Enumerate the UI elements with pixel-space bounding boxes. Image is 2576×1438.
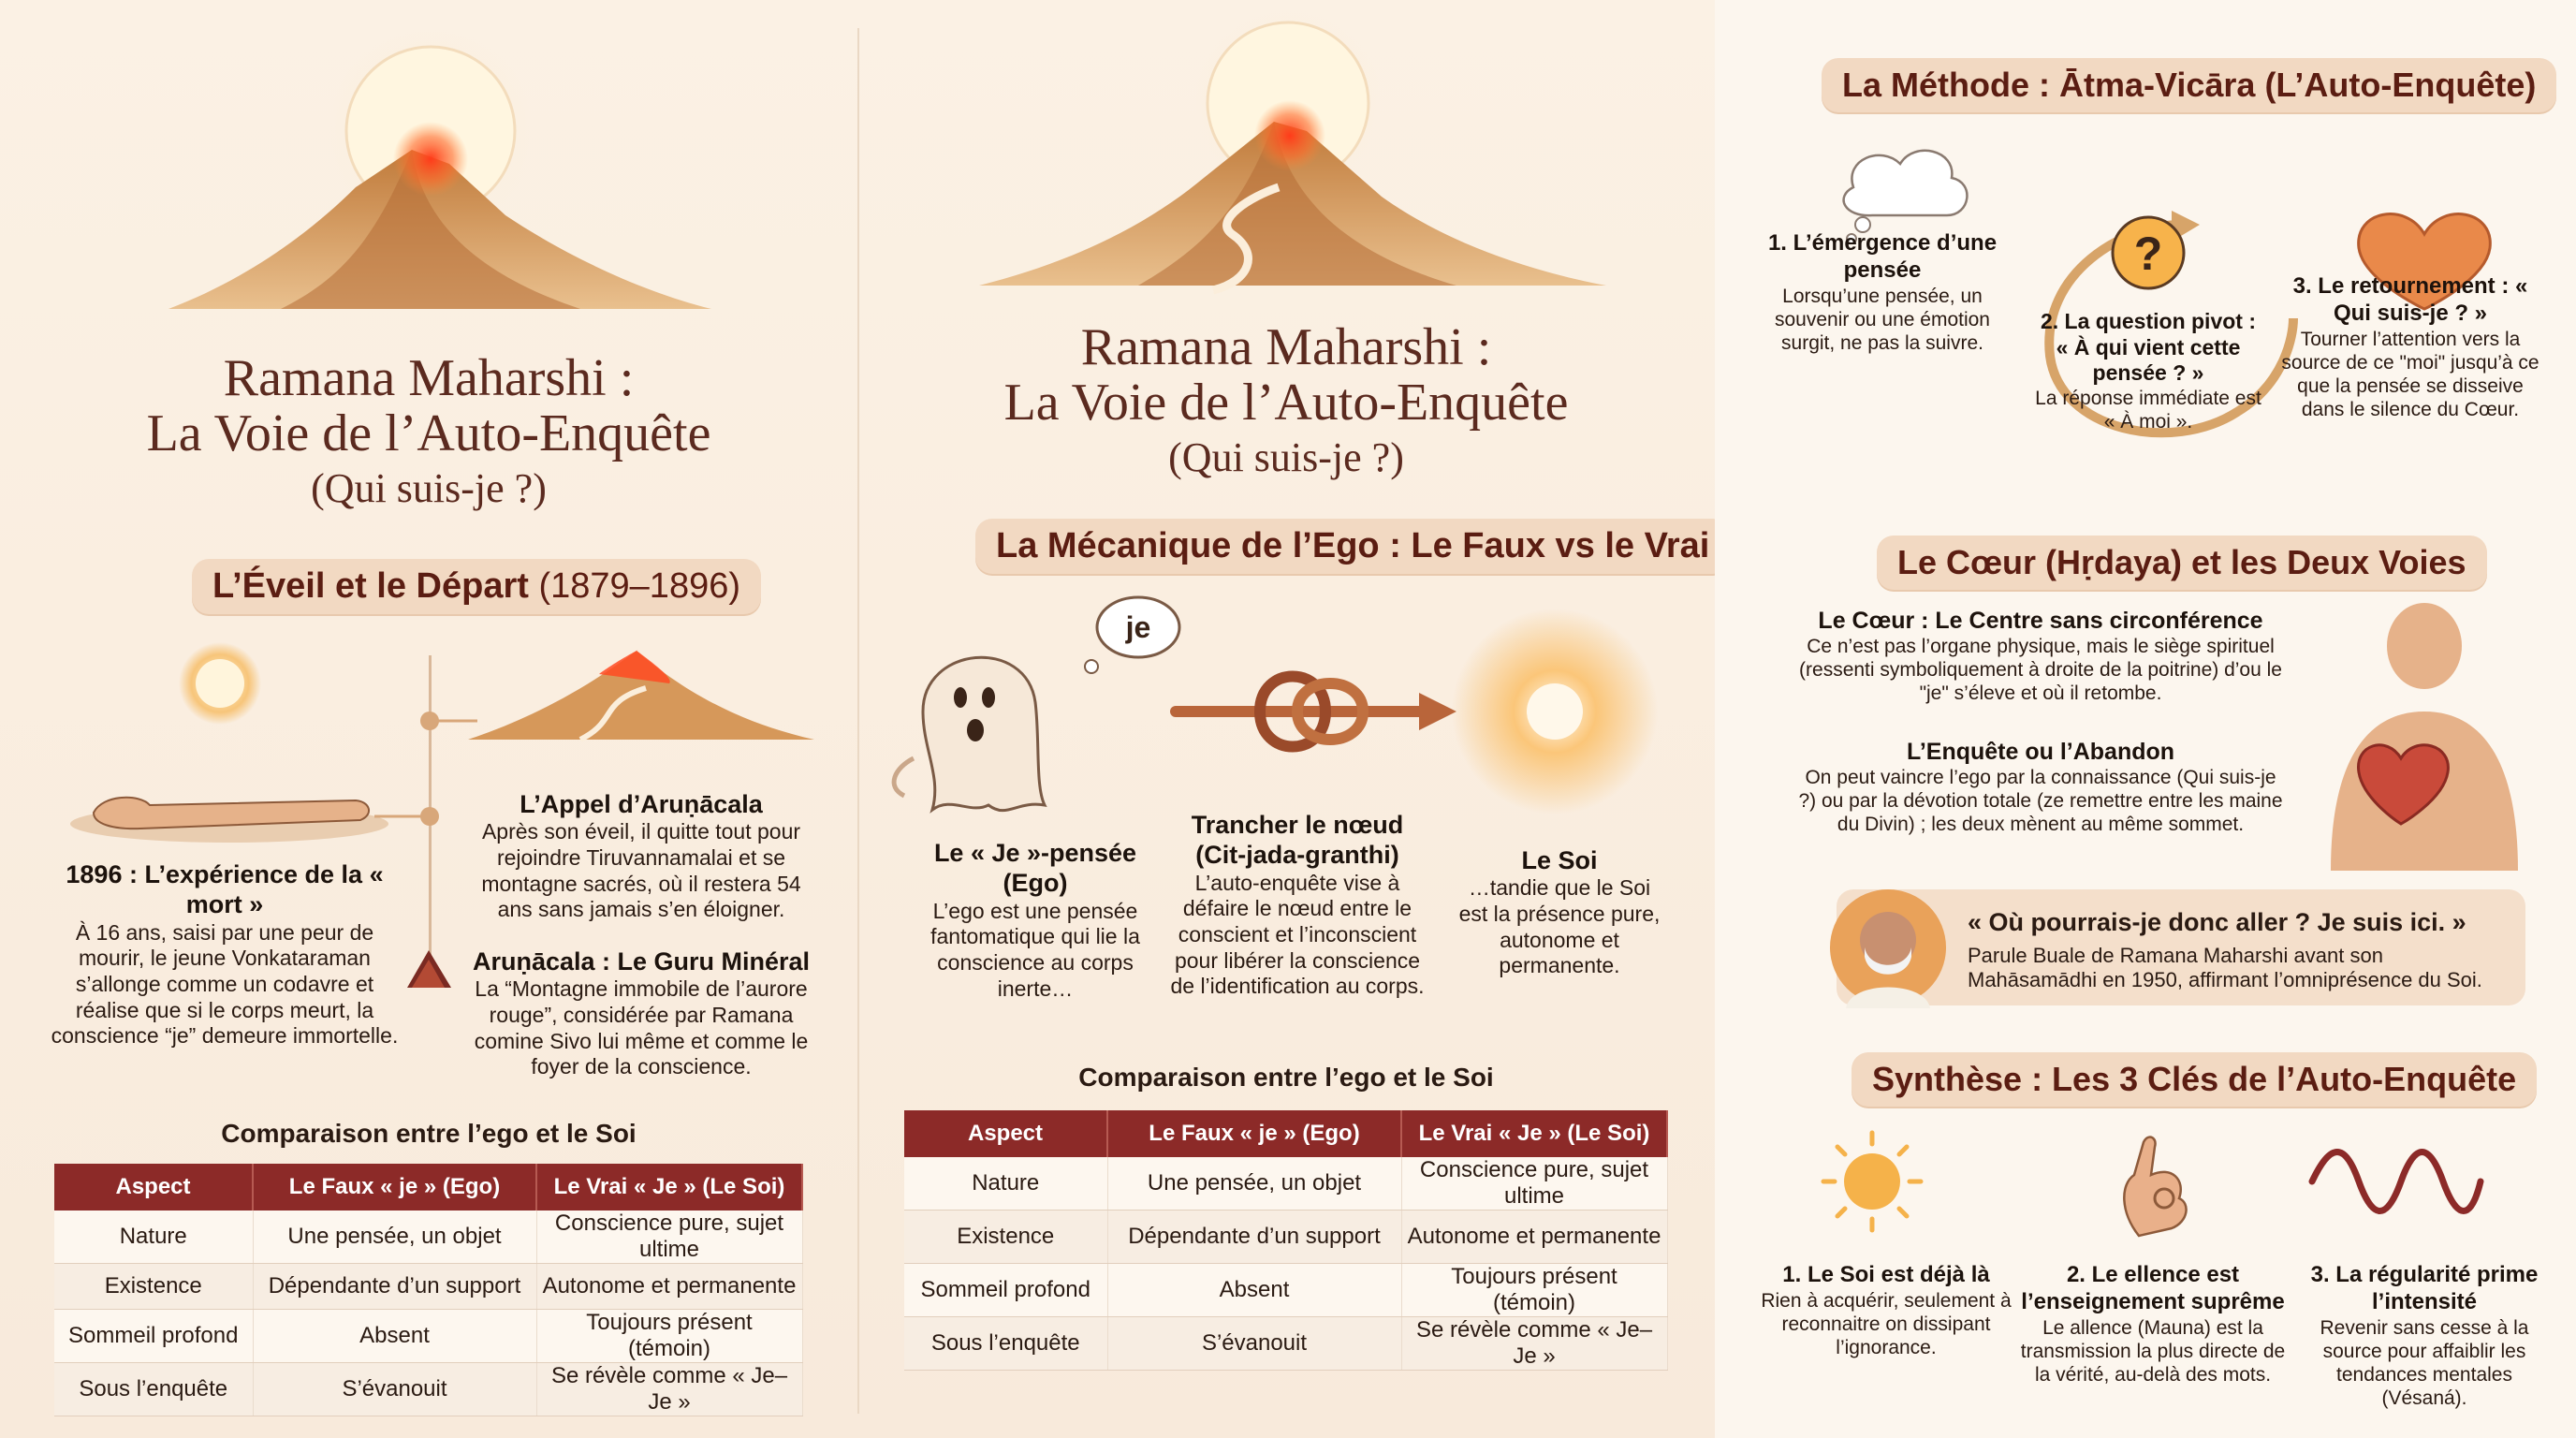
table-row xyxy=(54,1264,802,1310)
title-line-2: La Voie de l’Auto-Enquête xyxy=(146,404,711,462)
question-mark-icon xyxy=(2113,217,2184,288)
section-title-ego: La Mécanique de l’Ego : Le Faux vs le Vrai xyxy=(975,519,1730,574)
step2-block xyxy=(2033,309,2263,433)
table-cell: Sommeil profond xyxy=(904,1264,1107,1317)
mort-block xyxy=(47,859,402,1049)
table-cell: Absent xyxy=(1107,1264,1401,1317)
table-header: Le Vrai « Je » (Le Soi) xyxy=(536,1164,802,1211)
table-header: Aspect xyxy=(904,1110,1107,1157)
table-cell: Absent xyxy=(253,1310,536,1363)
table-cell: Dépendante d’un support xyxy=(253,1264,536,1310)
table-cell: Sous l’enquête xyxy=(904,1317,1107,1371)
ramana-portrait-icon xyxy=(1827,882,1949,1013)
svg-text:?: ? xyxy=(2133,227,2163,280)
step3-text: Tourner l’attention vers la source de ce "moi" jusqu’à ce que la pensée se disseive dans le silence du Cœur. xyxy=(2281,328,2539,421)
section-title-eveil xyxy=(192,559,761,614)
table-cell: Se révèle comme « Je–Je » xyxy=(1401,1317,1667,1371)
knot-title: Trancher le nœud (Cit-jada-granthi) xyxy=(1191,811,1404,870)
table-header-row xyxy=(54,1164,802,1211)
enquete-text: On peut vaincre l’ego par la connaissance (Qui suis-je ?) ou par la dévotion totale (ze remettre entre les maine du Divin) ; les deux mènent au même sommet. xyxy=(1798,767,2283,836)
step3-block xyxy=(2276,273,2544,421)
step2-title: 2. La question pivot : « À qui vient cette pensée ? » xyxy=(2040,309,2256,386)
title-line-1: Ramana Maharshi : xyxy=(223,349,635,407)
table-cell: S’évanouit xyxy=(1107,1317,1401,1371)
centre-text: Ce n’est pas l’organe physique, mais le siège spirituel (ressenti symboliquement à droite de la poitrine) d’ou le "je" s’éleve et où il retombe. xyxy=(1799,636,2282,705)
table-header: Le Faux « je » (Ego) xyxy=(253,1164,536,1211)
table-cell: Sommeil profond xyxy=(54,1310,253,1363)
ghost-bubble-text: je xyxy=(1125,610,1151,644)
ghost-icon xyxy=(894,657,1045,810)
ego-block xyxy=(914,838,1157,1002)
table-cell: Nature xyxy=(54,1211,253,1264)
table-row xyxy=(904,1157,1667,1211)
title-line-3: (Qui suis-je ?) xyxy=(1168,433,1404,480)
title-line-2: La Voie de l’Auto-Enquête xyxy=(1003,373,1569,432)
mountain-sun-illustration xyxy=(0,0,857,356)
table-cell: Une pensée, un objet xyxy=(253,1211,536,1264)
mudra-hand-icon xyxy=(2124,1137,2186,1236)
guru-title: Aruṇācala : Le Guru Minéral xyxy=(472,947,811,976)
table-row xyxy=(904,1211,1667,1264)
step1-title: 1. L’émergence d’une pensée xyxy=(1767,230,1998,283)
soi-text: …tandie que le Soi est la présence pure, autonome et permanente. xyxy=(1458,875,1661,978)
table-cell: Autonome et permanente xyxy=(1401,1211,1667,1264)
appel-text: Après son éveil, il quitte tout pour rejoindre Tiruvannamalai et se montagne sacrés, où il restera 54 ans sans jamais s’en éloigner. xyxy=(481,819,801,922)
key1-title: 1. Le Soi est déjà là xyxy=(1782,1262,1990,1287)
key1-text: Rien à acquérir, seulement à reconnaitre on dissipant l’ignorance. xyxy=(1761,1289,2012,1359)
knot-block xyxy=(1166,810,1428,1000)
main-title xyxy=(56,351,801,510)
key2-title: 2. Le ellence est l’enseignement suprême xyxy=(2021,1262,2285,1314)
section-title-methode: La Méthode : Ātma-Vicāra (L’Auto-Enquête) xyxy=(1822,58,2556,112)
table-header-row xyxy=(904,1110,1667,1157)
table-header: Le Vrai « Je » (Le Soi) xyxy=(1401,1110,1667,1157)
table-row xyxy=(904,1317,1667,1371)
centre-block xyxy=(1788,607,2293,706)
table-header: Aspect xyxy=(54,1164,253,1211)
soi-title: Le Soi xyxy=(1521,846,1598,874)
table-cell: Existence xyxy=(54,1264,253,1310)
enquete-title: L’Enquête ou l’Abandon xyxy=(1906,739,2175,765)
ego-soi-illustration xyxy=(857,599,1715,833)
wave-icon xyxy=(2312,1152,2481,1211)
table-header: Le Faux « je » (Ego) xyxy=(1107,1110,1401,1157)
table-title: Comparaison entre l’ego et le Soi xyxy=(221,1119,637,1148)
key3-block xyxy=(2303,1262,2546,1410)
title-line-3: (Qui suis-je ?) xyxy=(311,464,547,511)
guru-text: La “Montagne immobile de l’aurore rouge”, considérée par Ramana comine Sivo lui même et comme le foyer de la conscience. xyxy=(474,976,809,1079)
step1-block xyxy=(1760,230,2005,355)
table-row xyxy=(54,1310,802,1363)
key3-title: 3. La régularité prime l’intensité xyxy=(2310,1262,2539,1314)
step2-text: La réponse immédiate est « À moi ». xyxy=(2035,387,2261,433)
guru-block xyxy=(463,946,819,1080)
quote-box xyxy=(1837,889,2525,1005)
table-cell: Toujours présent (témoin) xyxy=(1401,1264,1667,1317)
table-row xyxy=(54,1363,802,1416)
title-line-1: Ramana Maharshi : xyxy=(1080,318,1492,376)
section-years: (1879–1896) xyxy=(538,566,740,606)
table-cell: Nature xyxy=(904,1157,1107,1211)
table-cell: Se révèle comme « Je–Je » xyxy=(536,1363,802,1416)
section-title-synthese: Synthèse : Les 3 Clés de l’Auto-Enquête xyxy=(1852,1052,2537,1107)
ego-text: L’ego est une pensée fantomatique qui lie la conscience au corps inerte… xyxy=(930,898,1140,1001)
table-cell: Sous l’enquête xyxy=(54,1363,253,1416)
table-cell: Existence xyxy=(904,1211,1107,1264)
key2-block xyxy=(2017,1262,2289,1387)
figure-heart-illustration xyxy=(2312,609,2537,871)
soi-block xyxy=(1456,845,1662,979)
mort-title: 1896 : L’expérience de la « mort » xyxy=(66,860,384,919)
centre-title: Le Cœur : Le Centre sans circonférence xyxy=(1818,608,2263,634)
comparison-table xyxy=(54,1164,803,1416)
section-title-coeur: Le Cœur (Hṛdaya) et les Deux Voies xyxy=(1877,536,2487,590)
appel-title: L’Appel d’Aruṇācala xyxy=(520,790,763,818)
column-left xyxy=(0,0,857,1438)
table-row xyxy=(904,1264,1667,1317)
radiant-soi-icon xyxy=(1452,609,1658,814)
step1-text: Lorsqu’une pensée, un souvenir ou une émotion surgit, ne pas la suivre. xyxy=(1775,285,1990,354)
table-cell: Toujours présent (témoin) xyxy=(536,1310,802,1363)
ego-title: Le « Je »-pensée (Ego) xyxy=(933,839,1137,898)
appel-block xyxy=(468,789,814,923)
enquete-block xyxy=(1797,738,2284,837)
column-middle xyxy=(857,0,1715,1438)
table-cell: Conscience pure, sujet ultime xyxy=(536,1211,802,1264)
section-title-text: L’Éveil et le Départ xyxy=(212,566,529,606)
table-cell: Autonome et permanente xyxy=(536,1264,802,1310)
quote-title: « Où pourrais-je donc aller ? Je suis ici. » xyxy=(1968,908,2466,936)
key2-text: Le allence (Mauna) est la transmission la plus directe de la vérité, au-delà des mots. xyxy=(2020,1316,2286,1386)
table-cell: Dépendante d’un support xyxy=(1107,1211,1401,1264)
mountain-path-illustration xyxy=(857,0,1715,318)
comparison-table xyxy=(904,1110,1668,1371)
main-title xyxy=(914,320,1659,479)
table-cell: Une pensée, un objet xyxy=(1107,1157,1401,1211)
key1-block xyxy=(1760,1262,2012,1359)
rope-knot-icon xyxy=(1176,677,1456,747)
knot-text: L’auto-enquête vise à défaire le nœud entre le conscient et l’inconscient pour libérer la conscience de l’identification au corps. xyxy=(1170,870,1425,999)
sun-icon xyxy=(1823,1133,1921,1230)
table-cell: Conscience pure, sujet ultime xyxy=(1401,1157,1667,1211)
keys-illustration xyxy=(1732,1123,2574,1245)
key3-text: Revenir sans cesse à la source pour affaiblir les tendances mentales (Vésaná). xyxy=(2320,1316,2529,1410)
mort-text: À 16 ans, saisi par une peur de mourir, le jeune Vonkataraman s’allonge comme un codavre et réalise que si le corps meurt, la conscience “je” demeure immortelle. xyxy=(51,919,399,1049)
table-cell: S’évanouit xyxy=(253,1363,536,1416)
quote-text: Parule Buale de Ramana Maharshi avant son Mahāsamādhi en 1950, affirmant l’omniprésence du Soi. xyxy=(1968,944,2482,992)
step3-title: 3. Le retournement : « Qui suis-je ? » xyxy=(2292,273,2528,326)
table-row xyxy=(54,1211,802,1264)
table-title: Comparaison entre l’ego et le Soi xyxy=(1078,1063,1494,1092)
